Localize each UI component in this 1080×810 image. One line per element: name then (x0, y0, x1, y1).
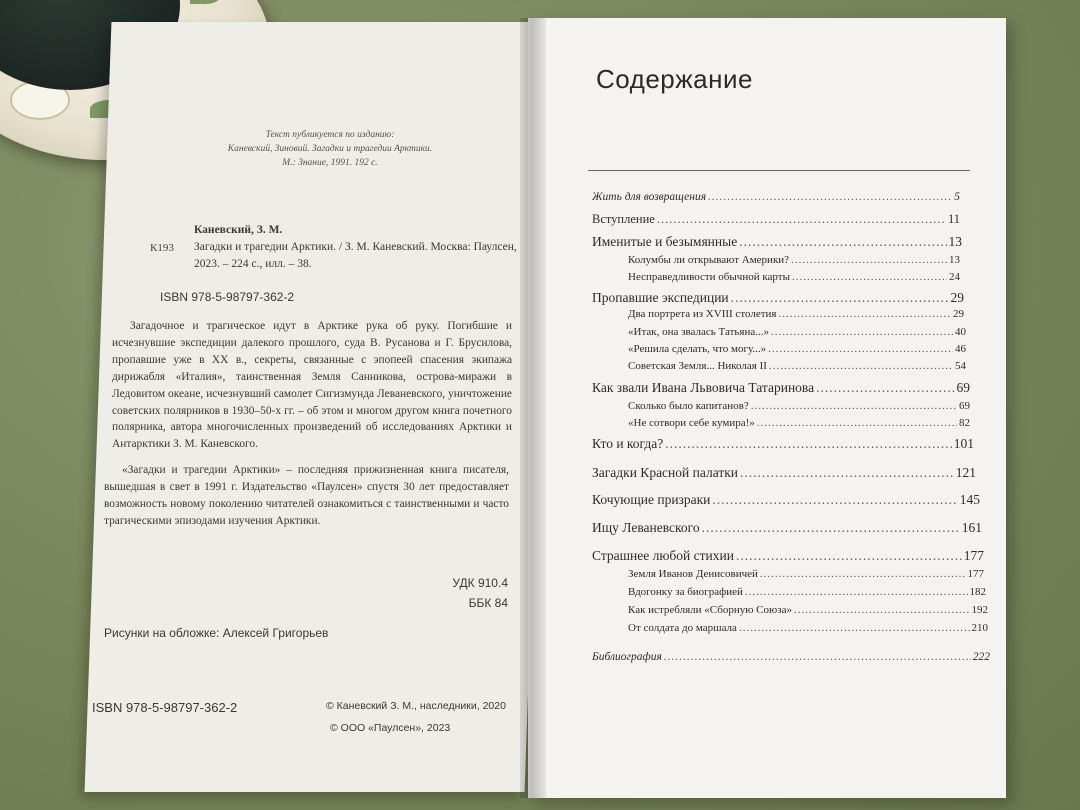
toc-entry (592, 436, 974, 452)
copyright-publisher: © ООО «Паулсен», 2023 (330, 722, 451, 734)
bbk-code: ББК 84 (468, 596, 508, 610)
toc-entry (628, 254, 960, 266)
toc-entry (628, 308, 964, 320)
leaf-decoration (190, 0, 220, 4)
annotation-paragraph-2: «Загадки и трагедии Арктики» – последняя прижизненная книга писателя, вышедшая в свет в 1991 г. Издательство «Паулсен» спустя 30 лет предоставляет возможность новому поколению читателей ознакомиться с таинственными и часто трагическими эпизодами изучения Арктики. (104, 464, 509, 527)
toc-entry-title: Сколько было капитанов? (628, 400, 749, 412)
toc-entry-page: 13 (949, 254, 960, 266)
isbn-bottom: ISBN 978-5-98797-362-2 (92, 700, 238, 715)
toc-entry-title: Кочующие призраки (592, 492, 711, 507)
toc-entry-page: 161 (961, 520, 982, 535)
toc-entry-page: 29 (953, 308, 964, 320)
toc-entry-page: 222 (972, 651, 990, 663)
udk-code: УДК 910.4 (452, 576, 508, 590)
index-code: К193 (150, 242, 174, 254)
toc-entry (592, 548, 984, 564)
copyright-author: © Каневский З. М., наследники, 2020 (326, 700, 506, 712)
toc-entry-page: 145 (959, 492, 980, 507)
cover-credit: Рисунки на обложке: Алексей Григорьев (104, 626, 329, 640)
annotation-paragraph-1: Загадочное и трагическое идут в Арктике рука об руку. Погибшие и исчезнувшие экспедиции далекого прошлого, суда В. Русанова и Г. Брусилова, пропавшие уже в XX в., секреты, связанные с эпопеей спасения экипажа дирижабля «Италия», таинственная Земля Санникова, острова-миражи в Ледовитом океане, исчезнувший самолет Сигизмунда Леваневского, уничтожение советских полярников в 1930–50-х гг. – об этом и многом другом книга почетного полярника, автора многочисленных произведений об исследованиях Арктики и Антарктики З. М. Каневского. (112, 320, 512, 451)
toc-entry (592, 290, 964, 306)
toc-entry (592, 465, 976, 481)
toc-entry-page: 121 (955, 465, 976, 480)
source-line: М.: Знание, 1991. 192 с. (282, 158, 378, 168)
toc-entry (628, 343, 966, 355)
toc-entry-page: 210 (971, 622, 988, 634)
bibliographic-record (194, 222, 524, 273)
toc-entry-title: Как звали Ивана Львовича Татаринова (592, 380, 815, 395)
toc-entry-page: 5 (954, 191, 960, 203)
toc-entry-title: Страшнее любой стихии (592, 548, 734, 563)
toc-entry-page: 40 (955, 326, 966, 338)
toc-entry-title: Несправедливости обычной карты (628, 271, 790, 283)
source-note (210, 128, 450, 170)
toc-entry-title: «Не сотвори себе кумира!» (628, 417, 755, 429)
toc-entry (628, 271, 960, 283)
toc-entry (592, 520, 982, 536)
toc-entry-title: Советская Земля... Николая II (628, 360, 767, 372)
toc-entry-title: Жить для возвращения (592, 191, 707, 203)
toc-entry-page: 101 (953, 436, 974, 451)
toc-entry-title: Колумбы ли открывают Америки? (628, 254, 790, 266)
toc-entry (628, 622, 988, 634)
toc-entry-page: 54 (955, 360, 966, 372)
toc-entry-title: «Итак, она звалась Татьяна...» (628, 326, 769, 338)
toc-title: Содержание (596, 64, 753, 94)
source-line: Текст публикуется по изданию: (265, 130, 395, 140)
toc-entry (628, 360, 966, 372)
toc-entry (592, 234, 962, 250)
toc-entry-page: 82 (959, 417, 970, 429)
toc-entry-page: 69 (956, 380, 970, 395)
toc-entry-title: Именитые и безымянные (592, 234, 738, 249)
toc-entry (592, 380, 970, 396)
toc-entry (628, 586, 986, 598)
toc-entry-page: 11 (947, 212, 960, 226)
toc-entry-title: Земля Иванов Денисовичей (628, 568, 758, 580)
toc-entry-page: 182 (969, 586, 986, 598)
isbn-top: ISBN 978-5-98797-362-2 (160, 290, 295, 304)
bib-author: Каневский, З. М. (194, 224, 283, 236)
toc-entry (628, 400, 970, 412)
toc-entry (628, 326, 966, 338)
toc-entry-title: Вступление (592, 212, 655, 226)
bib-description: Загадки и трагедии Арктики. / З. М. Каневский. Москва: Паулсен, 2023. – 224 с., илл. – 38. (194, 241, 517, 270)
toc-entry (628, 568, 984, 580)
toc-entry-page: 192 (971, 604, 988, 616)
toc-entry-title: Библиография (592, 651, 662, 663)
toc-entry-title: Кто и когда? (592, 436, 664, 451)
toc-entry (628, 417, 970, 429)
toc-top-rule (588, 170, 970, 171)
toc-entry-page: 29 (950, 290, 964, 305)
book-spine (520, 18, 546, 798)
toc-entry (628, 604, 988, 616)
toc-entry (592, 191, 960, 203)
toc-entry-title: Ищу Леваневского (592, 520, 700, 535)
toc-entry (592, 492, 980, 508)
toc-entry-title: Вдогонку за биографией (628, 586, 743, 598)
toc-entry-page: 13 (948, 234, 962, 249)
toc-entry-title: «Решила сделать, что могу...» (628, 343, 767, 355)
toc-entry-title: Пропавшие экспедиции (592, 290, 729, 305)
toc-entry-page: 24 (949, 271, 960, 283)
toc-entry-title: Загадки Красной палатки (592, 465, 739, 480)
toc-entry-title: Два портрета из XVIII столетия (628, 308, 777, 320)
toc-entry-title: От солдата до маршала (628, 622, 737, 634)
toc-entry-title: Как истребляли «Сборную Союза» (628, 604, 792, 616)
toc-entry-page: 177 (967, 568, 984, 580)
toc-entry-page: 46 (955, 343, 966, 355)
source-line: Каневский, Зиновий. Загадки и трагедии Арктики. (227, 144, 433, 154)
toc-entry (592, 651, 990, 663)
toc-entry-page: 177 (963, 548, 984, 563)
toc-entry (592, 212, 960, 227)
toc-entry-page: 69 (959, 400, 970, 412)
